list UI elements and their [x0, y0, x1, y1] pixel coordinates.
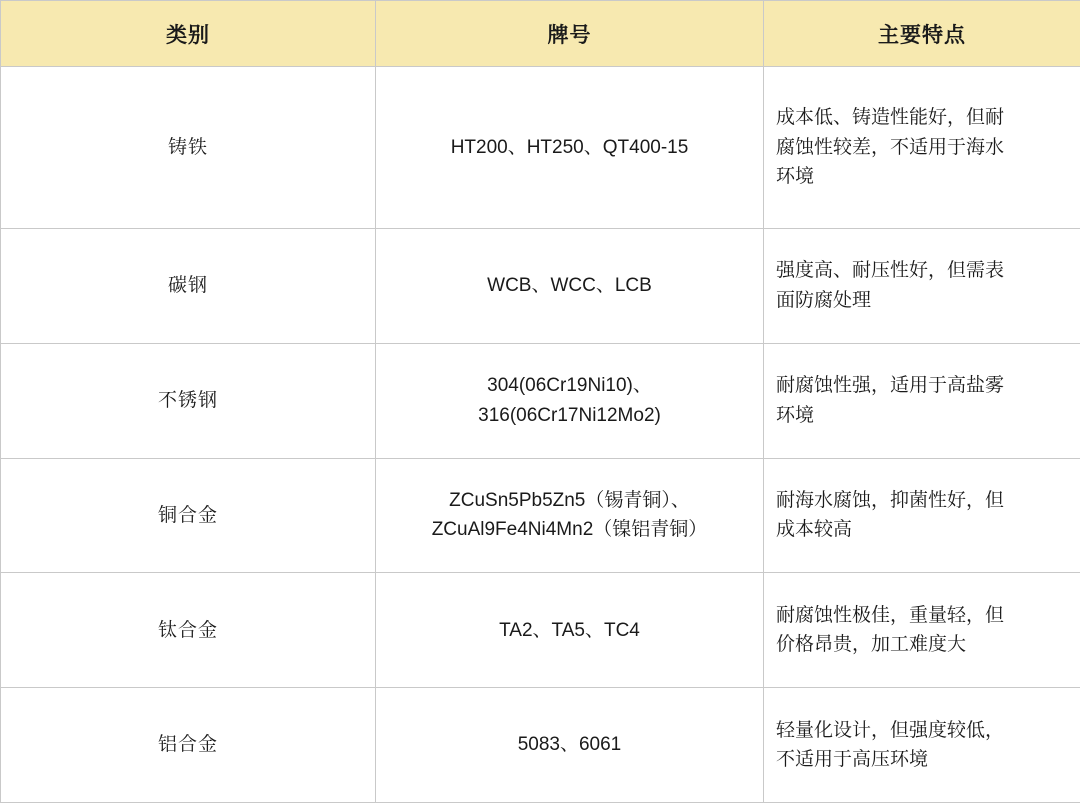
cell-grade [376, 343, 764, 458]
table-row [1, 458, 1080, 573]
cell-grade-line: WCB、WCC、LCB [487, 275, 652, 297]
cell-grade [376, 67, 764, 229]
table-row [1, 343, 1080, 458]
cell-feature-line: 面防腐处理 [776, 289, 872, 311]
column-header-feature: 主要特点 [764, 1, 1080, 67]
table-row [1, 228, 1080, 343]
cell-category: 铝合金 [1, 688, 376, 803]
cell-category: 不锈钢 [1, 343, 376, 458]
cell-feature-line: 不适用于高压环境 [776, 749, 929, 771]
cell-feature-line: 强度高、耐压性好，但需表 [776, 260, 1005, 282]
cell-category: 铜合金 [1, 458, 376, 573]
table-row [1, 573, 1080, 688]
cell-feature-line: 耐腐蚀性极佳，重量轻，但 [776, 604, 1005, 626]
cell-feature [764, 573, 1080, 688]
table-header [1, 1, 1080, 67]
cell-feature [764, 343, 1080, 458]
cell-grade-line: 304(06Cr19Ni10)、 [487, 375, 652, 397]
cell-grade-line: 5083、6061 [517, 734, 622, 756]
table-row [1, 688, 1080, 803]
cell-feature-line: 腐蚀性较差，不适用于海水 [776, 136, 1005, 158]
cell-grade-line: TA2、TA5、TC4 [499, 619, 640, 641]
cell-feature [764, 67, 1080, 229]
cell-category: 钛合金 [1, 573, 376, 688]
table-row [1, 67, 1080, 229]
column-header-category: 类别 [1, 1, 376, 67]
cell-feature-line: 环境 [776, 166, 815, 188]
cell-feature-line: 成本低、铸造性能好，但耐 [776, 107, 1005, 129]
cell-grade [376, 573, 764, 688]
cell-grade [376, 228, 764, 343]
table-header-row [1, 1, 1080, 67]
cell-feature-line: 耐海水腐蚀，抑菌性好，但 [776, 489, 1005, 511]
cell-grade [376, 688, 764, 803]
cell-feature [764, 688, 1080, 803]
cell-grade [376, 458, 764, 573]
cell-feature-line: 耐腐蚀性强，适用于高盐雾 [776, 375, 1005, 397]
cell-feature [764, 228, 1080, 343]
cell-category: 碳钢 [1, 228, 376, 343]
cell-grade-line: 316(06Cr17Ni12Mo2) [478, 404, 661, 426]
cell-grade-line: HT200、HT250、QT400-15 [450, 136, 689, 158]
cell-feature [764, 458, 1080, 573]
cell-feature-line: 轻量化设计，但强度较低， [776, 719, 1005, 741]
cell-feature-line: 成本较高 [776, 519, 853, 541]
column-header-grade: 牌号 [376, 1, 764, 67]
cell-feature-line: 价格昂贵，加工难度大 [776, 634, 967, 656]
cell-feature-line: 环境 [776, 404, 815, 426]
table-body [1, 67, 1080, 803]
cell-category: 铸铁 [1, 67, 376, 229]
cell-grade-line: ZCuAl9Fe4Ni4Mn2（镍铝青铜） [431, 519, 708, 541]
cell-grade-line: ZCuSn5Pb5Zn5（锡青铜）、 [449, 489, 690, 511]
